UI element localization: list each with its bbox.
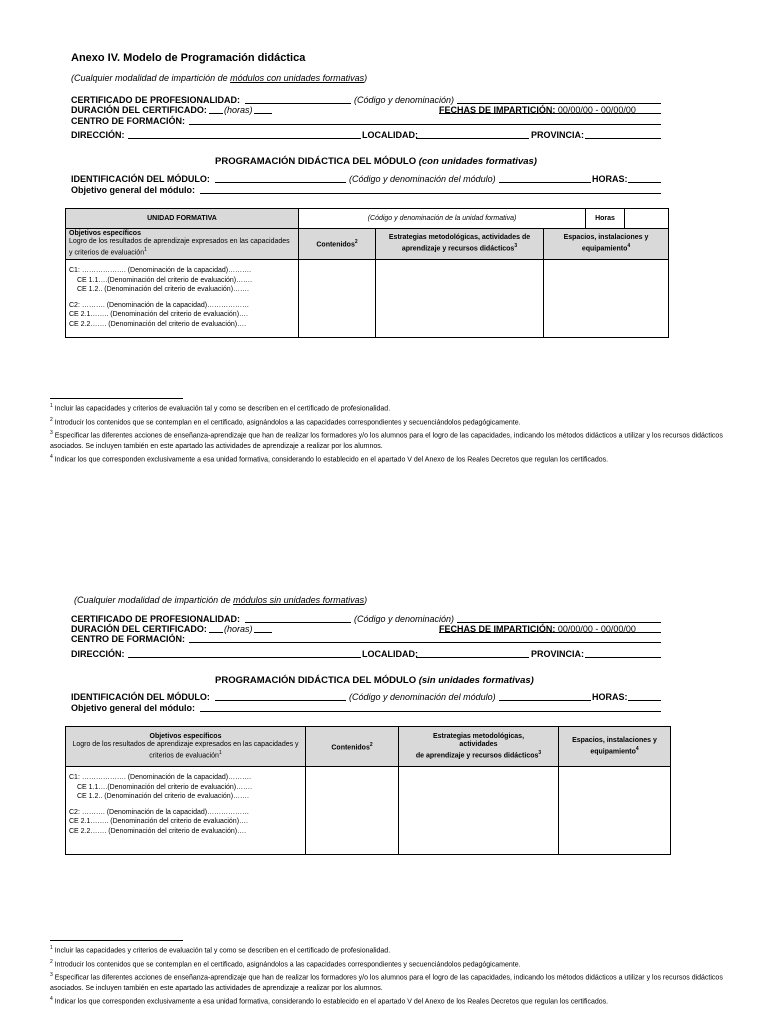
contenidos-cell[interactable]: [299, 260, 376, 338]
section-title-con-unidades: PROGRAMACIÓN DIDÁCTICA DEL MÓDULO (con unidades formativas): [215, 156, 537, 167]
programacion-table-sin-unidades: [65, 726, 671, 855]
horas-field[interactable]: [625, 209, 669, 229]
centro-line[interactable]: [189, 124, 661, 125]
objetivos-header: Objetivos específicos Logro de los resultados de aprendizaje expresados en las capacidades y criterios de evaluación$^1$: [66, 229, 299, 260]
espacios-cell-2[interactable]: [559, 767, 671, 855]
horas-line[interactable]: [628, 182, 661, 183]
fechas-label: FECHAS DE IMPARTICIÓN: 00/00/00 - 00/00/00: [439, 105, 636, 115]
contenidos-cell-2[interactable]: [306, 767, 399, 855]
duracion-row: DURACIÓN DEL CERTIFICADO:: [71, 105, 207, 115]
fechas-label-2: FECHAS DE IMPARTICIÓN: 00/00/00 - 00/00/00: [439, 624, 636, 634]
footnote-3-b: $^3$ Especificar las diferentes acciones de enseñanza-aprendizaje que han de realizar los formadores y/o los alumnos para el logro de las capacidades, indicando los métodos didácticos a utilizar y los recursos didácticos asociados. Se incluyen también en este apartado las actividades de aprendizaje a realizar por los alumnos.: [50, 972, 723, 992]
identificacion-line[interactable]: [215, 182, 346, 183]
footnotes-bottom: [50, 943, 730, 1007]
estrategias-header-2: Estrategias metodológicas, actividades de aprendizaje y recursos didácticos$^3$: [399, 727, 559, 767]
certificado-line[interactable]: [245, 103, 351, 104]
footnote-separator: [50, 398, 183, 399]
objetivos-cell[interactable]: [66, 260, 299, 338]
fechas-value[interactable]: 00/00/00 - 00/00/00: [557, 105, 636, 115]
direccion-row: DIRECCIÓN:: [71, 130, 125, 140]
objetivo-line[interactable]: [200, 193, 661, 194]
estrategias-cell-2[interactable]: [399, 767, 559, 855]
footnote-2-b: $^2$ Introducir los contenidos que se contemplan en el certificado, asignándolos a las capacidades correspondientes y secuenciándolos pedagógicamente.: [50, 958, 521, 968]
subtitle-sin-unidades: (Cualquier modalidad de impartición de módulos sin unidades formativas): [74, 595, 368, 605]
objetivo-row: Objetivo general del módulo:: [71, 185, 196, 195]
ce22-line: CE 2.2……. (Denominación del criterio de evaluación)….: [69, 320, 247, 328]
centro-row: CENTRO DE FORMACIÓN:: [71, 116, 185, 126]
certificado-row-2: CERTIFICADO DE PROFESIONALIDAD:: [71, 614, 241, 624]
programacion-table-con-unidades: [65, 208, 669, 338]
certificado-denominacion-line[interactable]: [457, 103, 661, 104]
contenidos-header: Contenidos$^2$: [299, 229, 376, 260]
certificado-row: CERTIFICADO DE PROFESIONALIDAD:: [71, 95, 241, 105]
centro-row-2: CENTRO DE FORMACIÓN:: [71, 634, 185, 644]
footnote-separator-2: [50, 940, 183, 941]
section-title-sin-unidades: PROGRAMACIÓN DIDÁCTICA DEL MÓDULO (sin unidades formativas): [215, 675, 534, 686]
subtitle-con-unidades: (Cualquier modalidad de impartición de módulos con unidades formativas): [71, 73, 368, 83]
duracion-line[interactable]: [209, 113, 223, 114]
duracion-row-2: DURACIÓN DEL CERTIFICADO:: [71, 624, 207, 634]
footnote-4: $^4$ Indicar los que corresponden exclusivamente a esa unidad formativa, considerando lo establecido en el apartado V del Anexo de los Reales Decretos que regulan los certificados.: [50, 453, 609, 464]
espacios-cell[interactable]: [544, 260, 669, 338]
estrategias-header: Estrategias metodológicas, actividades de aprendizaje y recursos didácticos$^3$: [376, 229, 544, 260]
contenidos-header-2: Contenidos$^2$: [306, 727, 399, 767]
page-title: Anexo IV. Modelo de Programación didáctica: [71, 52, 306, 64]
ce11-line: CE 1.1….(Denominación del criterio de evaluación)…….: [77, 276, 253, 284]
unidad-formativa-label: UNIDAD FORMATIVA: [66, 209, 299, 229]
horas-label: Horas: [586, 209, 625, 229]
c2-line: C2: ………. (Denominación de la capacidad)………………: [69, 301, 250, 309]
objetivos-cell-2[interactable]: C1: ………………. (Denominación de la capacidad)………. CE 1.1….(Denominación del criterio de evaluación)……. CE 1.2.. (Denominación del criterio de evaluación)……. C2: ………. (Denominación de la capacidad)……………… CE 2.1…….. (Denominación del criterio de evaluación)…. CE 2.2……. (Denominación del criterio de evaluación)….: [66, 767, 306, 855]
ce12-line: CE 1.2.. (Denominación del criterio de evaluación)…….: [77, 286, 249, 293]
provincia-line[interactable]: [585, 138, 661, 139]
footnote-2: $^2$ Introducir los contenidos que se contemplan en el certificado, asignándolos a las capacidades correspondientes y secuenciándolos pedagógicamente.: [50, 416, 521, 426]
footnote-4-b: $^4$ Indicar los que corresponden exclusivamente a esa unidad formativa, considerando lo establecido en el apartado V del Anexo de los Reales Decretos que regulan los certificados.: [50, 995, 609, 1006]
identificacion-row: IDENTIFICACIÓN DEL MÓDULO:: [71, 174, 210, 184]
espacios-header-2: Espacios, instalaciones y equipamiento$^4$: [559, 727, 671, 767]
localidad-line[interactable]: [416, 138, 529, 139]
unidad-formativa-field[interactable]: (Código y denominación de la unidad formativa): [299, 209, 586, 229]
ce21-line: CE 2.1…….. (Denominación del criterio de evaluación)….: [69, 311, 248, 318]
footnote-1: $^1$ Incluir las capacidades y criterios de evaluación tal y como se describen en el certificado de profesionalidad.: [50, 403, 391, 413]
footnotes-top: [50, 401, 730, 465]
objetivo-row-2: Objetivo general del módulo:: [71, 703, 196, 713]
espacios-header: Espacios, instalaciones y equipamiento$^4$: [544, 229, 669, 260]
direccion-row-2: DIRECCIÓN:: [71, 649, 125, 659]
estrategias-cell[interactable]: [376, 260, 544, 338]
footnote-3: $^3$ Especificar las diferentes acciones de enseñanza-aprendizaje que han de realizar los formadores y/o los alumnos para el logro de las capacidades, indicando los métodos didácticos a utilizar y los recursos didácticos asociados. Se incluyen también en este apartado las actividades de aprendizaje a realizar por los alumnos.: [50, 430, 723, 450]
c1-line: C1: ………………. (Denominación de la capacidad)……….: [69, 267, 252, 274]
objetivos-header-2: Objetivos específicos Logro de los resultados de aprendizaje expresados en las capacidades y criterios de evaluación$^1$: [66, 727, 306, 767]
direccion-line[interactable]: [128, 138, 361, 139]
identificacion-row-2: IDENTIFICACIÓN DEL MÓDULO:: [71, 692, 210, 702]
footnote-1-b: $^1$ Incluir las capacidades y criterios de evaluación tal y como se describen en el certificado de profesionalidad.: [50, 945, 391, 955]
